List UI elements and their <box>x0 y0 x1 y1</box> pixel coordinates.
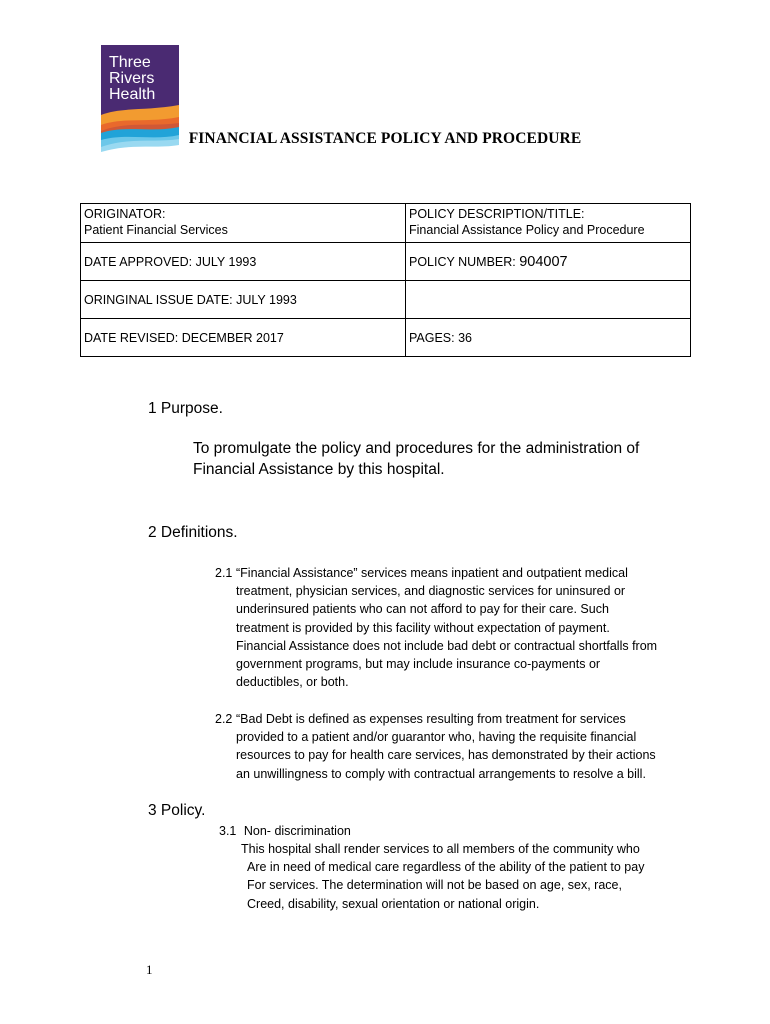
definition-2-1 <box>215 564 685 694</box>
page-number: 1 <box>146 962 153 977</box>
section-2-heading: 2 Definitions. <box>148 524 238 541</box>
empty-cell <box>406 281 691 319</box>
document-title: FINANCIAL ASSISTANCE POLICY AND PROCEDURE <box>188 130 582 147</box>
originator-label: ORIGINATOR: <box>84 207 166 221</box>
text-line: For services. The determination will not be based on age, sex, race, <box>247 878 622 893</box>
logo-line-1: Three <box>109 54 151 71</box>
original-issue-date: ORINGINAL ISSUE DATE: JULY 1993 <box>84 293 297 307</box>
policy-number-value: 904007 <box>519 254 568 270</box>
text-line: resources to pay for health care services, has demonstrated by their actions <box>236 748 656 763</box>
originator-cell <box>81 204 406 243</box>
policy-info-table <box>80 203 691 357</box>
text-line: treatment is provided by this facility without expectation of payment. <box>236 620 610 635</box>
policy-number-cell <box>406 243 691 281</box>
definition-2-1-text <box>236 564 657 691</box>
policy-3-1-heading <box>219 822 679 842</box>
text-line: This hospital shall render services to all members of the community who <box>241 842 640 856</box>
date-approved: DATE APPROVED: JULY 1993 <box>84 255 257 269</box>
policy-description-value: Financial Assistance Policy and Procedure <box>409 223 645 237</box>
definition-2-2-text <box>236 710 656 783</box>
text-line: deductibles, or both. <box>236 675 349 690</box>
policy-description-cell <box>406 204 691 243</box>
text-line: “Financial Assistance” services means inpatient and outpatient medical <box>236 566 628 580</box>
pages-cell <box>406 319 691 357</box>
definition-2-2-number: 2.2 <box>215 712 233 726</box>
text-line: Creed, disability, sexual orientation or national origin. <box>247 896 540 911</box>
section-1-heading: 1 Purpose. <box>148 400 223 417</box>
logo-line-3: Health <box>109 86 156 103</box>
text-line: provided to a patient and/or guarantor who, having the requisite financial <box>236 730 637 745</box>
text-line: Are in need of medical care regardless of the ability of the patient to pay <box>247 860 645 875</box>
definition-2-1-number: 2.1 <box>215 566 233 580</box>
section-1-body <box>193 438 639 480</box>
logo-line-2: Rivers <box>109 70 155 87</box>
original-issue-cell <box>81 281 406 319</box>
text-line: underinsured patients who can not afford to pay for their care. Such <box>236 602 609 617</box>
section-3-heading: 3 Policy. <box>148 802 206 819</box>
section-1-line: To promulgate the policy and procedures for the administration of <box>193 440 640 457</box>
policy-description-label: POLICY DESCRIPTION/TITLE: <box>409 207 585 221</box>
definition-2-2 <box>215 710 685 786</box>
text-line: “Bad Debt is defined as expenses resulting from treatment for services <box>236 712 626 726</box>
section-1-line: Financial Assistance by this hospital. <box>193 461 445 478</box>
policy-3-1-number: 3.1 <box>219 824 237 838</box>
text-line: Financial Assistance does not include bad debt or contractual shortfalls from <box>236 638 658 653</box>
policy-3-1-body <box>241 840 691 916</box>
pages-count: PAGES: 36 <box>409 331 472 345</box>
text-line: an unwillingness to comply with contractual arrangements to resolve a bill. <box>236 766 646 781</box>
date-revised: DATE REVISED: DECEMBER 2017 <box>84 331 284 345</box>
date-revised-cell <box>81 319 406 357</box>
policy-3-1-title: Non- discrimination <box>243 824 351 838</box>
date-approved-cell <box>81 243 406 281</box>
text-line: government programs, but may include insurance co-payments or <box>236 657 601 672</box>
text-line: treatment, physician services, and diagnostic services for uninsured or <box>236 584 626 599</box>
originator-value: Patient Financial Services <box>84 223 228 237</box>
policy-number-label: POLICY NUMBER: <box>409 255 520 269</box>
